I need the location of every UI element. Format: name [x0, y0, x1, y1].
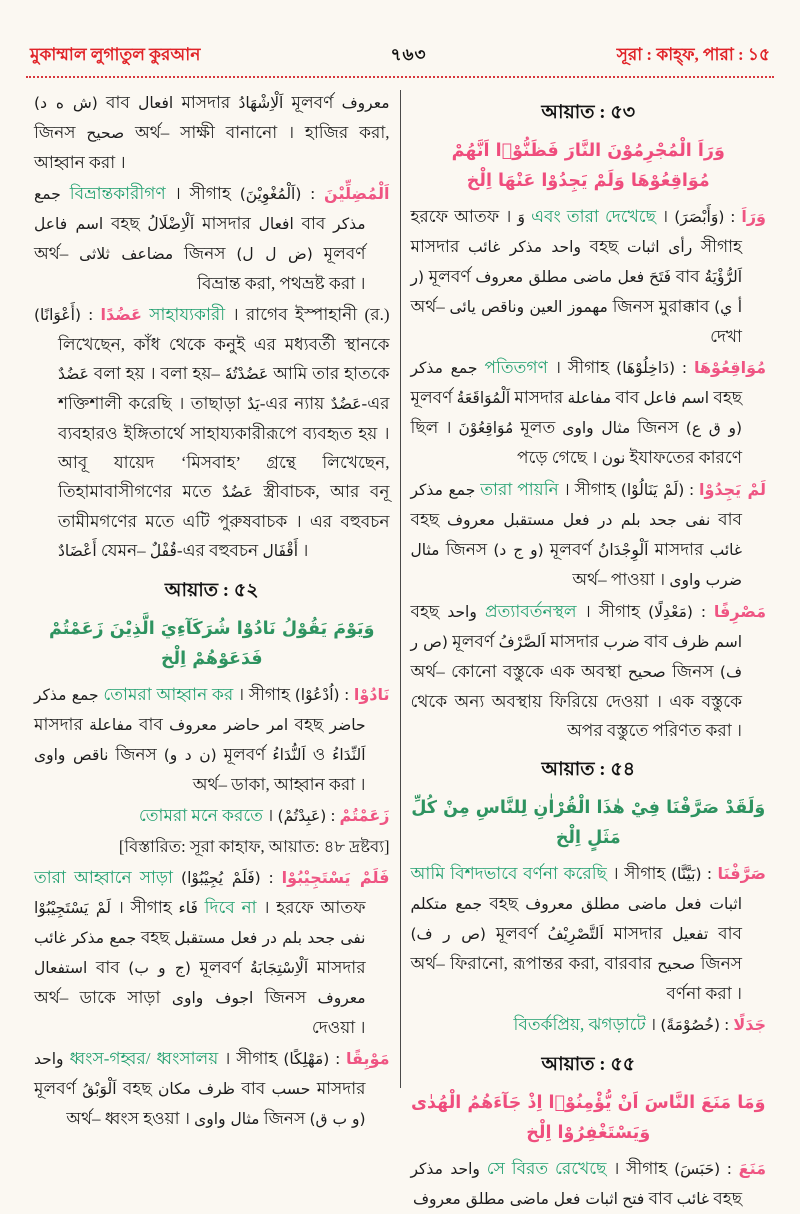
page-number: ৭৬৩ [390, 45, 427, 64]
arabic-term: (حَبَسَ) [674, 1160, 721, 1178]
dictionary-entry-paragraph [34, 179, 390, 298]
arabic-term: ناقص واوى [34, 746, 109, 764]
bengali-text: মূলবর্ণ [485, 924, 548, 943]
bengali-text: অর্থ– ফিরানো, রূপান্তর করা, বারবার বর্ণনা করা । [410, 954, 742, 1003]
quran-verse-line: وَيَوْمَ يَقُوْلُ نَادُوْا شُرَكَآءِيَ الَّذِيْنَ زَعَمْتُمْ فَدَعَوْهُمْ اِلْخ [49, 619, 375, 669]
bengali-text: মাসদার [410, 237, 468, 256]
bengali-text: বাব [644, 1189, 677, 1208]
dictionary-entry-paragraph [411, 859, 767, 1008]
gloss-meaning: সাহায্যকারী [141, 305, 226, 324]
arabic-term: (مَعْدِلًا) [648, 603, 693, 621]
arabic-term: (بَيَّنَّا) [671, 865, 702, 883]
arabic-term: (فَلَمْ يُجِيْبُوْا) [181, 869, 261, 887]
bengali-text: । [298, 541, 309, 560]
arabic-term: مضاعف ثلاثى [79, 245, 174, 263]
bengali-text: : [329, 1049, 347, 1068]
arabic-term: عَضُدٌ [330, 395, 362, 413]
bengali-text: : [81, 305, 101, 324]
gloss-meaning: বিতর্কপ্রিয়, ঝগড়াটে [513, 1015, 661, 1034]
bengali-text: অর্থ– দেখা [410, 297, 742, 346]
gloss-meaning: তোমরা আহ্বান কর [103, 685, 295, 704]
arabic-term: عَضُدٌ [222, 483, 253, 501]
bengali-text: বহছ [116, 1079, 159, 1098]
arabic-term: فتح [622, 1190, 645, 1208]
arabic-term: مفاعلة [89, 716, 133, 734]
arabic-term: (و ب ق) [309, 1110, 366, 1128]
arabic-term: (وَأَبْصَرَ) [674, 208, 725, 226]
bengali-text: । সীগাহ [476, 602, 640, 621]
arabic-term: اَلتَّصْرِيْفُ [547, 925, 604, 943]
arabic-term: صحيح [657, 955, 696, 973]
bengali-text: বাব [710, 510, 742, 529]
dictionary-entry-paragraph [411, 353, 767, 473]
arabic-term: (لَمْ يَنَالُوْا) [620, 481, 685, 499]
gloss-meaning: পতিতগণ [484, 358, 617, 377]
ayat-section-header: আয়াত : ৫৪ [541, 759, 636, 780]
cross-reference-note: [বিস্তারিত: সূরা কাহাফ, আয়াত: ৪৮ দ্রষ্টব্য] [118, 837, 390, 856]
bengali-text: মূলবর্ণ [447, 632, 499, 651]
arabic-term: واحد مذكر غائب [467, 238, 581, 256]
bengali-text: বলা হয় । বলা হয়– [88, 364, 225, 383]
bengali-text: মূলবর্ণ [34, 1079, 83, 1098]
bengali-text: বাব [639, 632, 673, 651]
bengali-text: । সীগাহ [475, 480, 616, 499]
arabic-term: جمع مذكر حاضر [34, 686, 366, 734]
bengali-text: ছিল । ইযাফতের কারণে [410, 418, 742, 467]
bengali-text: জিনস মুরাক্কাব [607, 297, 715, 316]
bengali-text: : [701, 864, 718, 883]
dictionary-entry-paragraph [34, 863, 390, 1042]
dictionary-entry-paragraph [411, 1010, 767, 1040]
arabic-term: اجوف واوى [171, 989, 254, 1007]
arabic-term: يَدٌ [247, 395, 260, 413]
bengali-text: মাসদার [310, 1079, 366, 1098]
arabic-term: غائب [676, 1190, 710, 1208]
bengali-text: হরফে আতফ । সীগাহ [410, 207, 742, 256]
bengali-text: অর্থ– কোনো বস্তুকে এক অবস্থা থেকে অন্য অবস্থায় ফিরিয়ে দেওয়া । এক বস্তুকে অপর বস্তুতে পরিণত করা । [410, 662, 742, 740]
bengali-text: অর্থ– পাওয়া । [572, 570, 670, 589]
bengali-text: মাসদার [648, 540, 710, 559]
arabic-term: مثال واوى [562, 419, 631, 437]
entry-headword: عَضُدًا [100, 305, 142, 324]
entry-headword: مَوْبِقًا [346, 1049, 390, 1068]
bengali-text: বাব [671, 267, 705, 286]
arabic-term: اسم فاعل [34, 215, 104, 233]
bengali-text: : [692, 602, 714, 621]
arabic-term: اثبات فعل ماضى مطلق معروف [525, 895, 742, 913]
arabic-term: غائب [709, 541, 743, 559]
arabic-term: أَعْضَادٌ [58, 542, 97, 560]
arabic-term: جمع مذكر غائب [34, 929, 137, 947]
arabic-term: جمع مذكر [34, 185, 366, 233]
arabic-term: (ر أ ي) [410, 268, 743, 316]
entry-headword: اَلْمُضِلِّيْنَ [324, 184, 390, 203]
entry-headword: صَرَّفْنَا [717, 864, 766, 883]
bengali-text: জিনস [630, 418, 686, 437]
bengali-text: মূলবর্ণ [410, 388, 457, 407]
bengali-text: । সীগাহ [98, 685, 290, 704]
bengali-text: জিনস [439, 540, 494, 559]
column-divider [400, 90, 401, 1088]
bengali-text: : [684, 480, 699, 499]
arabic-term: (ص ر ف) [410, 925, 486, 943]
bengali-text: মাসদার [34, 715, 90, 734]
quran-verse-line: وَمَا مَنَعَ النَّاسَ اَنْ يُّؤْمِنُوْۤا اِذْ جَآءَهُمُ الْهُدٰى وَيَسْتَغْفِرُوْا اِلْخ [411, 1093, 766, 1143]
arabic-term: أَقْفَال [262, 542, 298, 560]
bengali-text: । সীগাহ [63, 1049, 278, 1068]
arabic-term: اَلْمُوَاقَعَةُ [456, 389, 511, 407]
bengali-text: । সীগাহ [110, 898, 179, 917]
bengali-text: অর্থ– ডাকে সাড়া দেওয়া । [34, 988, 366, 1037]
ayat-section-header: আয়াত : ৫৩ [541, 102, 636, 123]
bengali-text: মূলবর্ণ [190, 958, 250, 977]
ayat-section-header: আয়াত : ৫২ [164, 580, 259, 601]
dictionary-entry-paragraph [411, 1154, 767, 1214]
gloss-meaning: প্রত্যাবর্তনস্থল [484, 602, 649, 621]
bengali-text: : [724, 207, 742, 226]
quran-verse-line: وَلَقَدْ صَرَّفْنَا فِيْ هٰذَا الْقُرْاٰنِ لِلنَّاسِ مِنْ كُلِّ مَثَلٍ اِلْخ [411, 798, 766, 848]
bengali-text: : [339, 685, 354, 704]
bengali-text: অর্থ– বিভ্রান্ত করা, পথভ্রষ্ট করা । [34, 244, 366, 293]
bengali-text: -এর ব্যবহারও ইঙ্গিতার্থে সাহায্যকারীরূপে ব্যবহৃত হয় । আবূ যায়েদ ‘মিসবাহ’ গ্রন্থে লিখেছেন, তিহামাবাসীগণের মতে [58, 394, 390, 501]
arabic-term: (ض ل ل) [236, 245, 313, 263]
arabic-term: (ش ه د) [34, 94, 98, 112]
bengali-text: -এর ন্যায় [259, 394, 331, 413]
entry-headword: مُوَاقِعُوْهَا [693, 358, 766, 377]
arabic-term: اَلصَّرْفُ [498, 633, 546, 651]
bengali-text: মাসদার [173, 93, 239, 112]
bengali-text: মাসদার [545, 632, 604, 651]
quran-verse-line: وَرَاَ الْمُجْرِمُوْنَ النَّارَ فَظَنُّوْۤا اَنَّهُمْ مُوَاقِعُوْهَا وَلَمْ يَجِدُوْا عَنْهَا اِلْخ [451, 141, 725, 191]
arabic-term: صحيح [627, 663, 666, 681]
arabic-term: استفعال معروف [34, 959, 366, 1007]
bengali-text: মূলবর্ণ [424, 267, 476, 286]
arabic-term: قُفْلٌ [149, 542, 177, 560]
gloss-meaning: তোমরা মনে করতে [138, 806, 278, 825]
bengali-text: জিনস [108, 745, 164, 764]
gloss-meaning: আমি বিশদভাবে বর্ণনা করেছি [410, 864, 671, 883]
bengali-text: -এর বহুবচন [176, 541, 263, 560]
arabic-term: اسم فاعل [643, 389, 710, 407]
arabic-term: (خُصُوْمَةً) [660, 1016, 721, 1034]
entry-headword: فَلَمْ يَسْتَجِيْبُوْا [281, 868, 390, 887]
arabic-term: اَلنُّدَاءُ [272, 746, 306, 764]
bengali-text: । সীগাহ [606, 864, 666, 883]
bengali-text: । সীগাহ [60, 184, 231, 203]
bengali-text: জিনস [34, 123, 87, 142]
arabic-term: ضرب [603, 633, 640, 651]
arabic-term: امر حاضر معروف [169, 716, 289, 734]
bengali-text: বাব [97, 93, 139, 112]
arabic-term: (و ج د) [493, 541, 544, 559]
bengali-text: : [326, 806, 340, 825]
entry-headword: مَنَعَ [738, 1159, 767, 1178]
arabic-term: (مَهْلِكًا) [283, 1050, 330, 1068]
bengali-text: মাসদার [194, 214, 259, 233]
arabic-term: عَضُدٌ [58, 365, 89, 383]
bengali-text: : [260, 868, 282, 887]
dictionary-entry-paragraph [34, 300, 390, 566]
bengali-text: । রাগেব ইস্পাহানী (র.) লিখেছেন, কাঁধ থেকে কনুই এর মধ্যবর্তী স্থানকে [58, 305, 390, 354]
bengali-text: বহছ [410, 602, 448, 621]
gloss-meaning: বিভ্রান্তকারীগণ [69, 184, 240, 203]
arabic-term: فَاء [178, 899, 198, 917]
bengali-text: জিনস [173, 244, 237, 263]
dictionary-entry-paragraph [34, 88, 390, 177]
bengali-text: বহছ [410, 510, 447, 529]
bengali-text: বাব [87, 958, 129, 977]
arabic-term: فَتَحَ [648, 268, 672, 286]
arabic-term: فعل ماضى مطلق معروف [475, 268, 645, 286]
bengali-text: বাব [611, 388, 644, 407]
gloss-meaning: ধ্বংস-গহ্বর/ ধ্বংসালয় [69, 1049, 284, 1068]
bengali-text: । [262, 806, 274, 825]
arabic-term: مفاعلة [567, 389, 612, 407]
bengali-text: । [524, 207, 669, 226]
bengali-text: আমি তার হাতকে শক্তিশালী করেছি । তাছাড়া [58, 364, 390, 413]
right-column [403, 86, 775, 1208]
bengali-text: জিনস [695, 954, 743, 973]
bengali-text: বহছ [482, 894, 526, 913]
arabic-term: اَلْاِسْتِجَابَةُ [249, 959, 309, 977]
two-column-body [26, 86, 774, 1208]
bengali-text: বহছ [709, 388, 743, 407]
bengali-text: মাসদার [308, 958, 366, 977]
header-divider-rule [26, 76, 774, 78]
arabic-term: مُوَاقِعُوْنَ [458, 419, 514, 437]
bengali-text: জিনস [259, 1109, 310, 1128]
bengali-text: বহছ [103, 214, 148, 233]
arabic-term: واحد مذكر [410, 1160, 480, 1178]
bengali-text: মূলবর্ণ [216, 745, 273, 764]
arabic-term: معروف [341, 94, 390, 112]
bengali-text: ও [305, 745, 333, 764]
entry-headword: جَدَلًا [733, 1015, 766, 1034]
arabic-term: اَلرُّؤْيَةُ [704, 268, 743, 286]
bengali-text: । হরফে আতফ [197, 898, 366, 917]
bengali-text: অর্থ– সাক্ষী বানানো । হাজির করা, আহ্বান করা । [34, 123, 390, 172]
arabic-term: اَلنِّدَاءُ [332, 746, 366, 764]
arabic-term: جمع متكلم [410, 895, 483, 913]
arabic-term: اَلْوَبْقُ [82, 1080, 117, 1098]
arabic-term: (و ق ع) [685, 419, 743, 437]
page-header [26, 42, 774, 76]
book-title: মুকাম্মাল লুগাতুল কুরআন [30, 45, 201, 64]
bengali-text: পড়ে গেছে । [517, 448, 602, 467]
dictionary-entry-paragraph [34, 1044, 390, 1134]
bengali-text: বহছ [288, 715, 330, 734]
gloss-meaning: তারা পায়নি [480, 480, 621, 499]
arabic-term: اَلْاِضْلَالُ [147, 215, 195, 233]
dictionary-entry-paragraph [411, 475, 767, 595]
surah-info: সূরা : কাহ্‌ফ, পারা : ১৫ [616, 45, 770, 64]
bengali-text: বাব [132, 715, 170, 734]
arabic-term: تفعيل [672, 925, 709, 943]
bengali-text: স্ত্রীবাচক, আর বনূ তামীমগণের মতে এটি পুরুষবাচক । এর বহুবচন [58, 482, 390, 531]
bengali-text: মূলবর্ণ [312, 244, 366, 263]
bengali-text: : [675, 358, 694, 377]
arabic-term: (عَبِدْتُمْ) [277, 807, 327, 825]
bengali-text: মূলত [513, 418, 563, 437]
dictionary-entry-paragraph [34, 801, 390, 831]
arabic-term: اَلْوِجْدَانُ [597, 541, 649, 559]
arabic-term: نفى جحد بلم در فعل مستقبل معروف [447, 511, 711, 529]
bengali-text: : [720, 1159, 739, 1178]
arabic-term: افعال [258, 215, 294, 233]
entry-headword: لَمْ يَجِدُوْا [698, 480, 767, 499]
bengali-text: : [301, 184, 325, 203]
bengali-text: : [720, 1015, 734, 1034]
arabic-term: لَمْ يَسْتَجِيْبُوْا [34, 899, 111, 917]
bengali-text: বহছ [709, 1189, 742, 1208]
arabic-term: جمع مذكر [410, 481, 476, 499]
entry-headword: وَرَاَ [741, 207, 766, 226]
ayat-section-header: আয়াত : ৫৫ [541, 1054, 636, 1075]
arabic-term: اسم ظرف [672, 633, 743, 651]
arabic-term: افعال [138, 94, 174, 112]
bengali-text: বহছ [580, 237, 627, 256]
bengali-text: মূলবর্ণ [543, 540, 598, 559]
bengali-text: বহছ [136, 928, 175, 947]
arabic-term: مثال ضرب واوى [410, 541, 742, 589]
dictionary-entry-paragraph [34, 680, 390, 799]
bengali-text: জিনস [253, 988, 318, 1007]
bengali-text: বাব [708, 924, 743, 943]
bengali-text [660, 237, 669, 256]
bengali-text: । [645, 1015, 657, 1034]
gloss-meaning: তারা আহ্বানে সাড়া দিবে না [34, 868, 257, 917]
bengali-text: অর্থ– ধ্বংস হওয়া । [66, 1109, 195, 1128]
arabic-term: اَلْاِشْهَادُ [238, 94, 284, 112]
arabic-term: (أَعْوَانًا) [34, 306, 81, 324]
arabic-term: وَ [517, 208, 525, 226]
arabic-term: مهموز العين وناقص يائى [449, 298, 608, 316]
dictionary-entry-paragraph [411, 202, 767, 351]
dictionary-entry-paragraph [411, 597, 767, 745]
bengali-text: বাব [235, 1079, 272, 1098]
arabic-term: اثبات [626, 238, 660, 256]
arabic-term: (دَاخِلُوْهَا) [616, 359, 676, 377]
bengali-text: মাসদার [603, 924, 673, 943]
arabic-term: حسب [271, 1080, 311, 1098]
bengali-text: মূলবর্ণ [283, 93, 342, 112]
arabic-term: واحد [34, 1050, 64, 1068]
gloss-meaning: এবং তারা দেখেছে [531, 207, 675, 226]
bengali-text: যেমন– [96, 541, 150, 560]
arabic-term: جمع مذكر [410, 359, 478, 377]
arabic-term: واحد [447, 603, 477, 621]
bengali-text: মাসদার [510, 388, 568, 407]
arabic-term: مثال واوى [194, 1110, 260, 1128]
left-column [26, 86, 398, 1128]
arabic-term: (اَلْمُغْوِيْنَ) [239, 185, 302, 203]
bengali-text: অর্থ– ডাকা, আহ্বান করা । [192, 775, 366, 794]
arabic-term: (ج و ب) [128, 959, 191, 977]
arabic-term: ظرف مكان [158, 1080, 236, 1098]
arabic-term: (ص ر ف) [410, 633, 743, 681]
entry-headword: نَادُوْا [353, 685, 390, 704]
arabic-term: اثبات فعل ماضى مطلق معروف [412, 1190, 618, 1208]
arabic-term: (اُدْعُوْا) [294, 686, 340, 704]
gloss-meaning: সে বিরত রেখেছে [486, 1159, 675, 1178]
arabic-term: (ن د و) [163, 746, 217, 764]
arabic-term: نون [601, 449, 626, 467]
bengali-text: । সীগাহ [477, 358, 610, 377]
arabic-term: رأى [668, 238, 693, 256]
bengali-text: । সীগাহ [479, 1159, 668, 1178]
arabic-term: عَضُدْتُهٗ [224, 365, 269, 383]
entry-headword: زَعَمْتُمْ [339, 806, 390, 825]
arabic-term: صحيح [86, 124, 125, 142]
bengali-text: জিনস [665, 662, 720, 681]
entry-headword: مَصْرِفًا [713, 602, 767, 621]
bengali-text: বাব [293, 214, 334, 233]
arabic-term: نفى جحد بلم در فعل مستقبل [174, 929, 366, 947]
